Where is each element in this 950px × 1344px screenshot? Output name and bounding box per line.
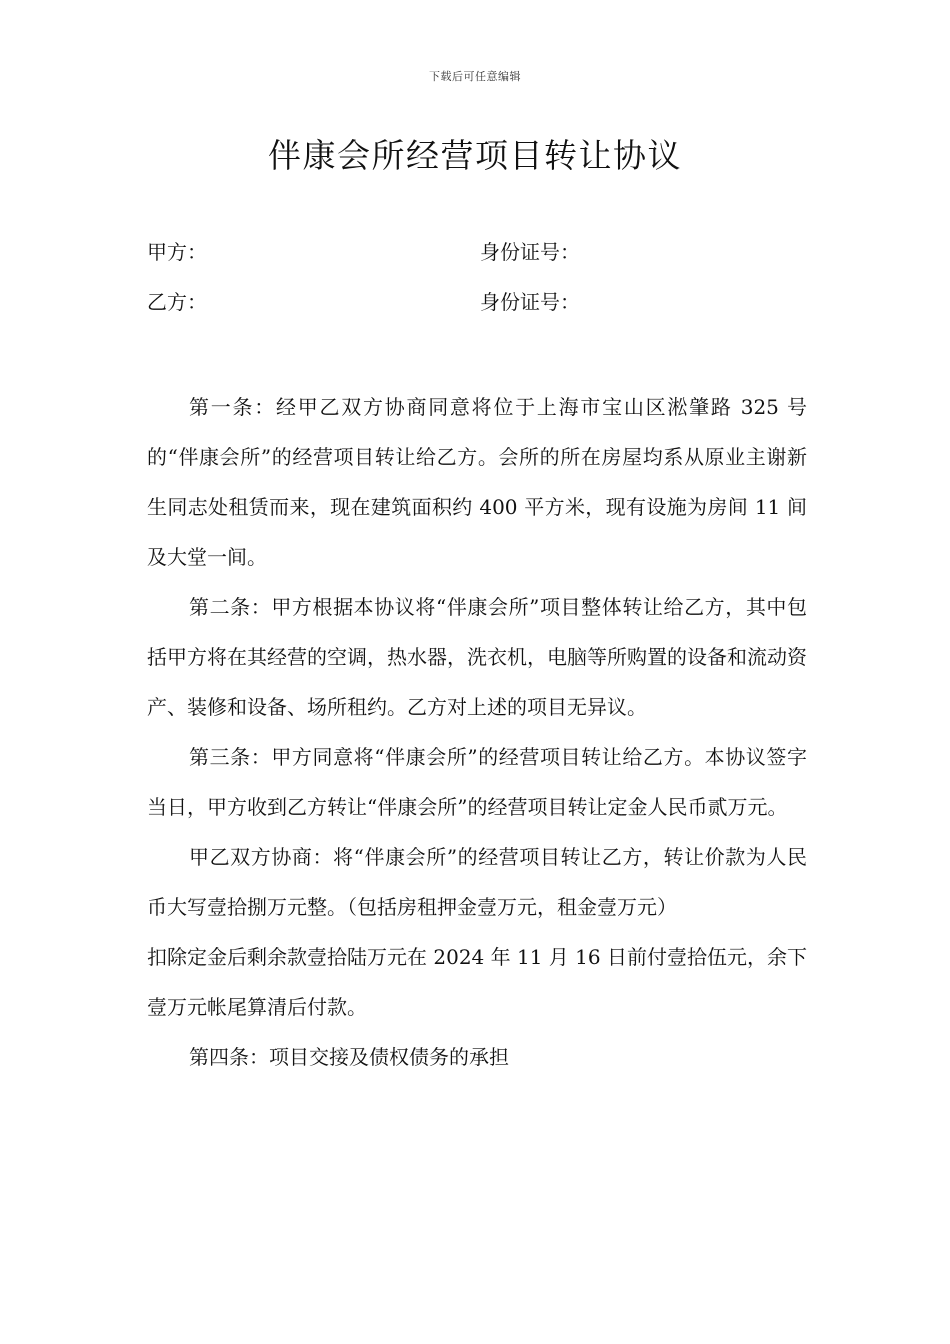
party-b-id-label: 身份证号：	[480, 290, 580, 314]
article-4-paragraph: 第四条：项目交接及债权债务的承担	[189, 1045, 509, 1069]
article-2-paragraph: 第二条：甲方根据本协议将“伴康会所”项目整体转让给乙方，其中包括甲方将在其经营的空调，热水器，洗衣机，电脑等所购置的设备和流动资产、装修和设备、场所租约。乙方对上述的项目无异议。	[147, 595, 807, 719]
party-row-a	[147, 236, 807, 286]
article-3-paragraph: 第三条：甲方同意将“伴康会所”的经营项目转让给乙方。本协议签字当日，甲方收到乙方转让“伴康会所”的经营项目转让定金人民币贰万元。	[147, 745, 807, 819]
article-1-paragraph: 第一条：经甲乙双方协商同意将位于上海市宝山区淞肇路 325 号的“伴康会所”的经营项目转让给乙方。会所的所在房屋均系从原业主谢新生同志处租赁而来，现在建筑面积约 400 平方米，现有设施为房间 11 间及大堂一间。	[147, 395, 807, 569]
agreement-body	[147, 382, 807, 1082]
price-paragraph: 甲乙双方协商：将“伴康会所”的经营项目转让乙方，转让价款为人民币大写壹拾捌万元整。（包括房租押金壹万元，租金壹万元）	[147, 845, 807, 919]
page-title: 伴康会所经营项目转让协议	[268, 136, 682, 175]
payment-paragraph: 扣除定金后剩余款壹拾陆万元在 2024 年 11 月 16 日前付壹拾伍元，余下壹万元帐尾算清后付款。	[147, 945, 807, 1019]
parties-section	[147, 236, 807, 336]
party-row-b	[147, 286, 807, 336]
party-a-label: 甲方：	[147, 240, 207, 264]
party-b-label: 乙方：	[147, 290, 207, 314]
party-a-id-label: 身份证号：	[480, 240, 580, 264]
header-note: 下载后可任意编辑	[429, 70, 521, 83]
